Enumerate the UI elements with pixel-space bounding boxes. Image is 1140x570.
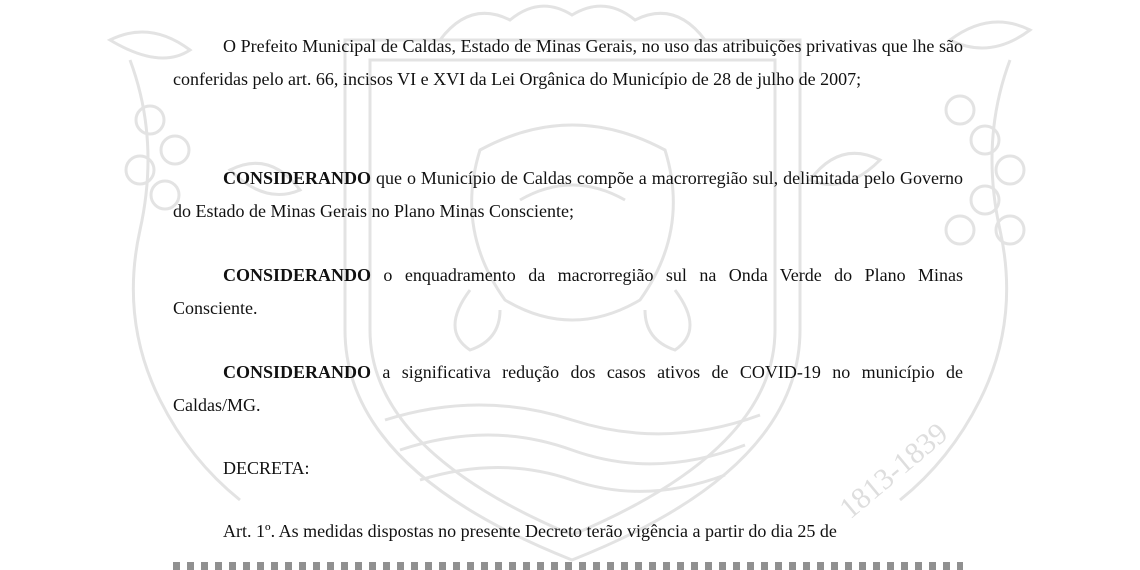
watermark-year: 1813-1839 xyxy=(833,416,955,526)
considerando-paragraph-3: CONSIDERANDO a significativa redução dos casos ativos de COVID-19 no município de Caldas/MG. xyxy=(173,362,963,415)
considerando-paragraph-2: CONSIDERANDO o enquadramento da macrorregião sul na Onda Verde do Plano Minas Consciente. xyxy=(173,265,963,318)
article-1-paragraph: Art. 1º. As medidas dispostas no presente Decreto terão vigência a partir do dia 25 de xyxy=(223,521,837,541)
cut-off-next-line xyxy=(173,562,963,570)
considerando-label: CONSIDERANDO xyxy=(223,362,372,382)
considerando-label: CONSIDERANDO xyxy=(223,265,372,285)
preamble-paragraph: O Prefeito Municipal de Caldas, Estado de Minas Gerais, no uso das atribuições privativas que lhe são conferidas pelo art. 66, incisos VI e XVI da Lei Orgânica do Município de 28 de julho de 2007; xyxy=(173,36,963,89)
decreta-heading: DECRETA: xyxy=(223,458,310,478)
considerando-label: CONSIDERANDO xyxy=(223,168,372,188)
considerando-paragraph-1: CONSIDERANDO que o Município de Caldas compõe a macrorregião sul, delimitada pelo Governo do Estado de Minas Gerais no Plano Minas Consciente; xyxy=(173,168,963,221)
